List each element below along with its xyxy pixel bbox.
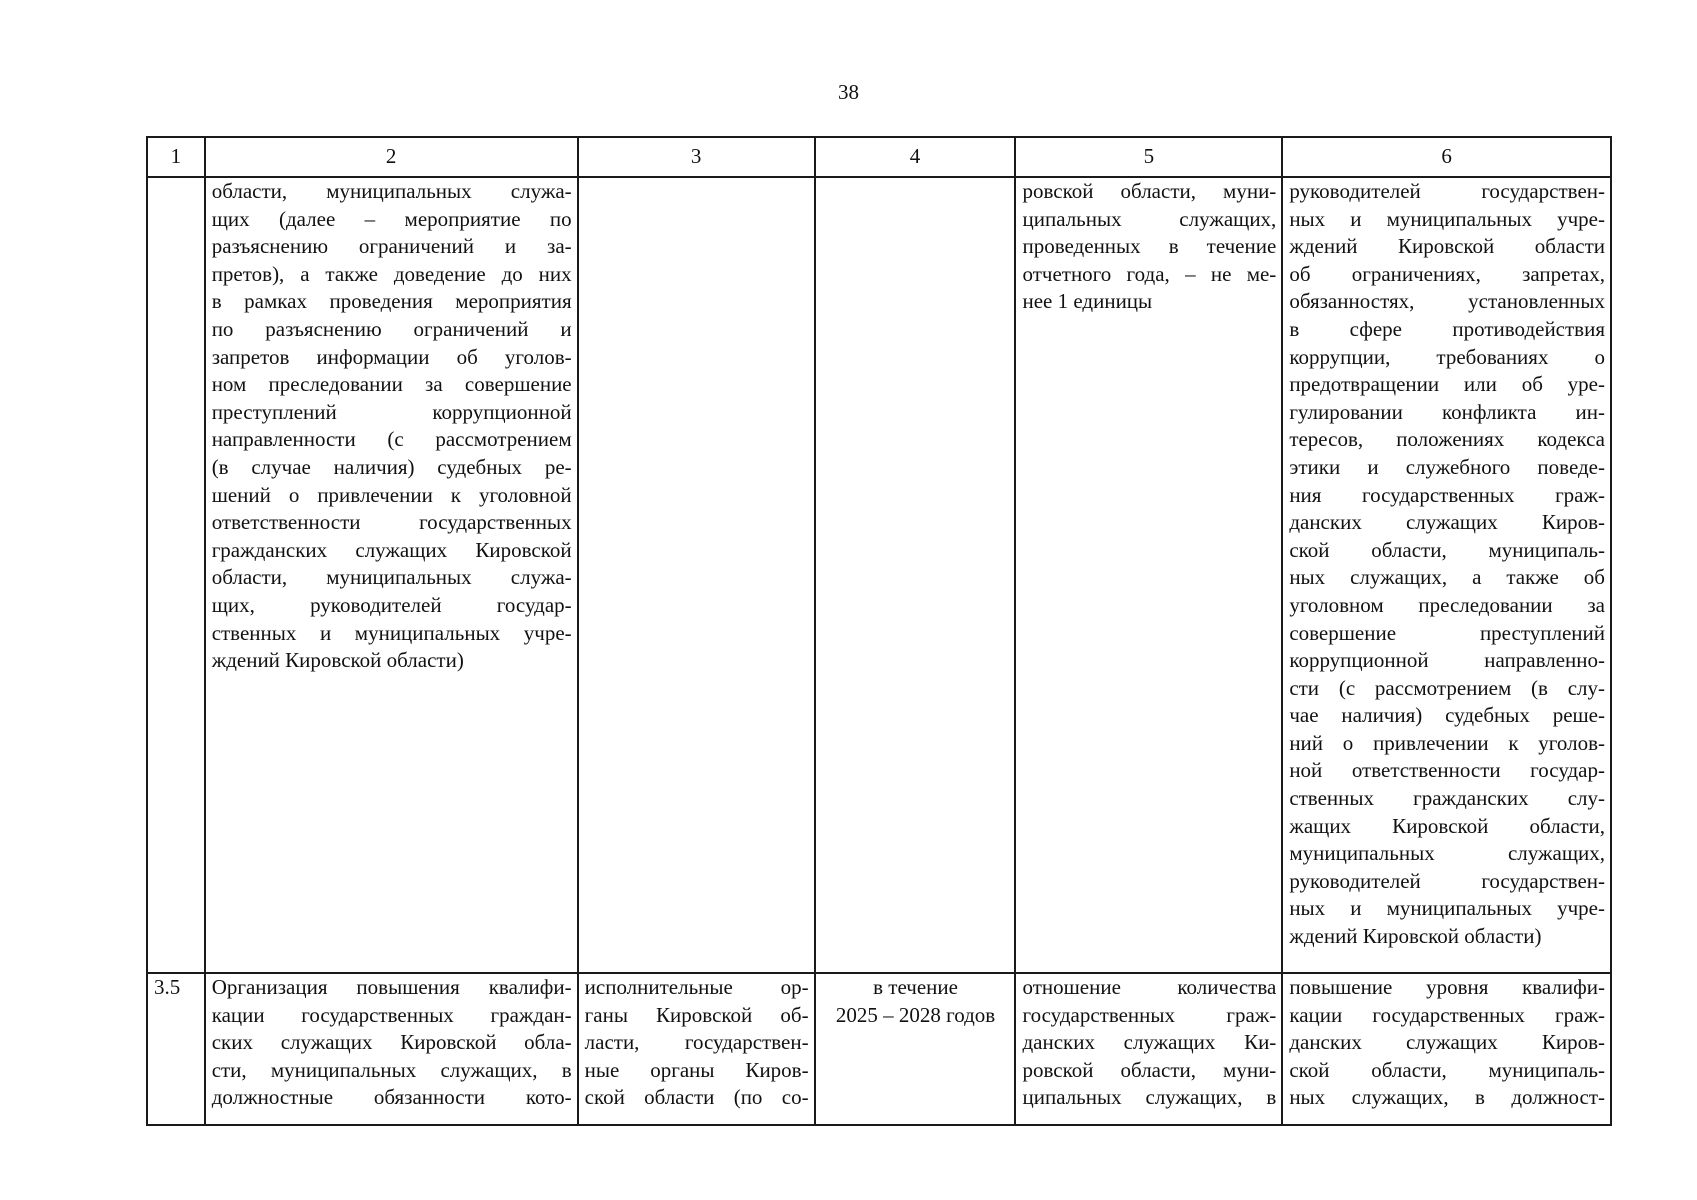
cell-text-line: предотвращении или об уре- — [1289, 372, 1605, 397]
cell-text-line: руководителей государствен- — [1289, 179, 1605, 203]
cell-text-line: сти, муниципальных служащих, в — [211, 1057, 572, 1082]
executor-cell — [578, 177, 815, 973]
cell-text-line: по разъяснению ограничений и — [211, 316, 572, 341]
cell-text-line: разъяснению ограничений и за- — [211, 234, 572, 259]
cell-text-line: ственных и муниципальных учре- — [211, 620, 572, 645]
cell-text-line: ской области, муниципаль- — [1289, 1057, 1605, 1082]
cell-text-line: ответственности государственных — [211, 510, 572, 535]
cell-text-line: области, муниципальных служа- — [211, 179, 572, 203]
header-cell-3: 3 — [578, 137, 815, 177]
cell-text-line: в рамках проведения мероприятия — [211, 289, 572, 314]
cell-text-line: ской области (по со- — [584, 1085, 809, 1110]
cell-text-line: ских служащих Кировской обла- — [211, 1030, 572, 1055]
cell-text-line: уголовном преследовании за — [1289, 592, 1605, 617]
cell-text-line: направленности (с рассмотрением — [211, 427, 572, 452]
header-cell-2: 2 — [205, 137, 578, 177]
header-cell-1: 1 — [147, 137, 205, 177]
header-cell-6: 6 — [1282, 137, 1611, 177]
table-row — [147, 177, 1611, 973]
cell-text-line: нее 1 единицы — [1022, 289, 1153, 314]
cell-text-line: коррупционной направленно- — [1289, 648, 1605, 673]
cell-text-line: проведенных в течение — [1022, 234, 1277, 259]
cell-text-line: государственных граж- — [1022, 1002, 1277, 1027]
row-number-cell — [147, 177, 205, 973]
cell-text-line: жащих Кировской области, — [1289, 813, 1605, 838]
header-cell-4: 4 — [815, 137, 1016, 177]
header-cell-5: 5 — [1015, 137, 1282, 177]
row-number-cell: 3.5 — [147, 973, 205, 1125]
cell-text-line: коррупции, требованиях о — [1289, 344, 1605, 369]
page-number: 38 — [838, 80, 859, 104]
cell-text-line: ственных гражданских слу- — [1289, 786, 1605, 811]
indicator-cell — [1015, 177, 1282, 973]
cell-text-line: чае наличия) судебных реше- — [1289, 703, 1605, 728]
cell-text-line: ных служащих, а также об — [1289, 565, 1605, 590]
cell-text-line: 2025 – 2028 годов — [835, 1002, 996, 1027]
cell-text-line: гулировании конфликта ин- — [1289, 399, 1605, 424]
cell-text-line: муниципальных служащих, — [1289, 841, 1605, 866]
cell-text-line: этики и служебного поведе- — [1289, 454, 1605, 479]
activity-cell — [205, 177, 578, 973]
cell-text-line: данских служащих Киров- — [1289, 1030, 1605, 1055]
deadline-cell — [815, 177, 1016, 973]
cell-text-line: совершение преступлений — [1289, 620, 1605, 645]
cell-text-line: тересов, положениях кодекса — [1289, 427, 1605, 452]
cell-text-line: ные органы Киров- — [584, 1057, 809, 1082]
executor-cell — [578, 973, 815, 1125]
expected-result-cell — [1282, 973, 1611, 1125]
header-row — [147, 137, 1611, 177]
cell-text-line: обязанностях, установленных — [1289, 289, 1605, 314]
cell-text-line: ровской области, муни- — [1022, 179, 1277, 203]
cell-text-line: ния государственных граж- — [1289, 482, 1605, 507]
cell-text-line: ровской области, муни- — [1022, 1057, 1277, 1082]
cell-text-line: ждений Кировской области — [1289, 234, 1605, 259]
cell-text-line: ной ответственности государ- — [1289, 758, 1605, 783]
cell-text-line: шений о привлечении к уголовной — [211, 482, 572, 507]
cell-text-line: данских служащих Киров- — [1289, 510, 1605, 535]
activity-plan-table — [146, 136, 1612, 1126]
expected-result-cell — [1282, 177, 1611, 973]
cell-text-line: в сфере противодействия — [1289, 316, 1605, 341]
indicator-cell — [1015, 973, 1282, 1125]
deadline-cell — [815, 973, 1016, 1125]
cell-text-line: гражданских служащих Кировской — [211, 537, 572, 562]
cell-text-line: отчетного года, – не ме- — [1022, 261, 1277, 286]
cell-text-line: ных и муниципальных учре- — [1289, 896, 1605, 921]
cell-text-line: сти (с рассмотрением (в слу- — [1289, 675, 1605, 700]
cell-text-line: ласти, государствен- — [584, 1030, 809, 1055]
cell-text-line: кации государственных граждан- — [211, 1002, 572, 1027]
cell-text-line: ном преследовании за совершение — [211, 372, 572, 397]
cell-text-line: преступлений коррупционной — [211, 399, 572, 424]
cell-text-line: Организация повышения квалифи- — [211, 975, 572, 999]
cell-text-line: об ограничениях, запретах, — [1289, 261, 1605, 286]
cell-text-line: ных служащих, в должност- — [1289, 1085, 1605, 1110]
cell-text-line: ской области, муниципаль- — [1289, 537, 1605, 562]
cell-text-line: запретов информации об уголов- — [211, 344, 572, 369]
cell-text-line: в течение — [873, 975, 958, 999]
cell-text-line: исполнительные ор- — [584, 975, 809, 999]
cell-text-line: ждений Кировской области) — [211, 648, 464, 673]
cell-text-line: кации государственных граж- — [1289, 1002, 1605, 1027]
cell-text-line: повышение уровня квалифи- — [1289, 975, 1605, 999]
table-row — [147, 973, 1611, 1125]
cell-text-line: должностные обязанности кото- — [211, 1085, 572, 1110]
cell-text-line: ждений Кировской области) — [1289, 924, 1542, 949]
cell-text-line: ципальных служащих, — [1022, 206, 1277, 231]
cell-text-line: (в случае наличия) судебных ре- — [211, 454, 572, 479]
cell-text-line: щих, руководителей государ- — [211, 592, 572, 617]
cell-text-line: ципальных служащих, в — [1022, 1085, 1277, 1110]
cell-text-line: данских служащих Ки- — [1022, 1030, 1277, 1055]
cell-text-line: отношение количества — [1022, 975, 1277, 999]
cell-text-line: ных и муниципальных учре- — [1289, 206, 1605, 231]
cell-text-line: щих (далее – мероприятие по — [211, 206, 572, 231]
cell-text-line: ний о привлечении к уголов- — [1289, 730, 1605, 755]
cell-text-line: ганы Кировской об- — [584, 1002, 809, 1027]
cell-text-line: руководителей государствен- — [1289, 868, 1605, 893]
activity-cell — [205, 973, 578, 1125]
cell-text-line: области, муниципальных служа- — [211, 565, 572, 590]
cell-text-line: претов), а также доведение до них — [211, 261, 572, 286]
